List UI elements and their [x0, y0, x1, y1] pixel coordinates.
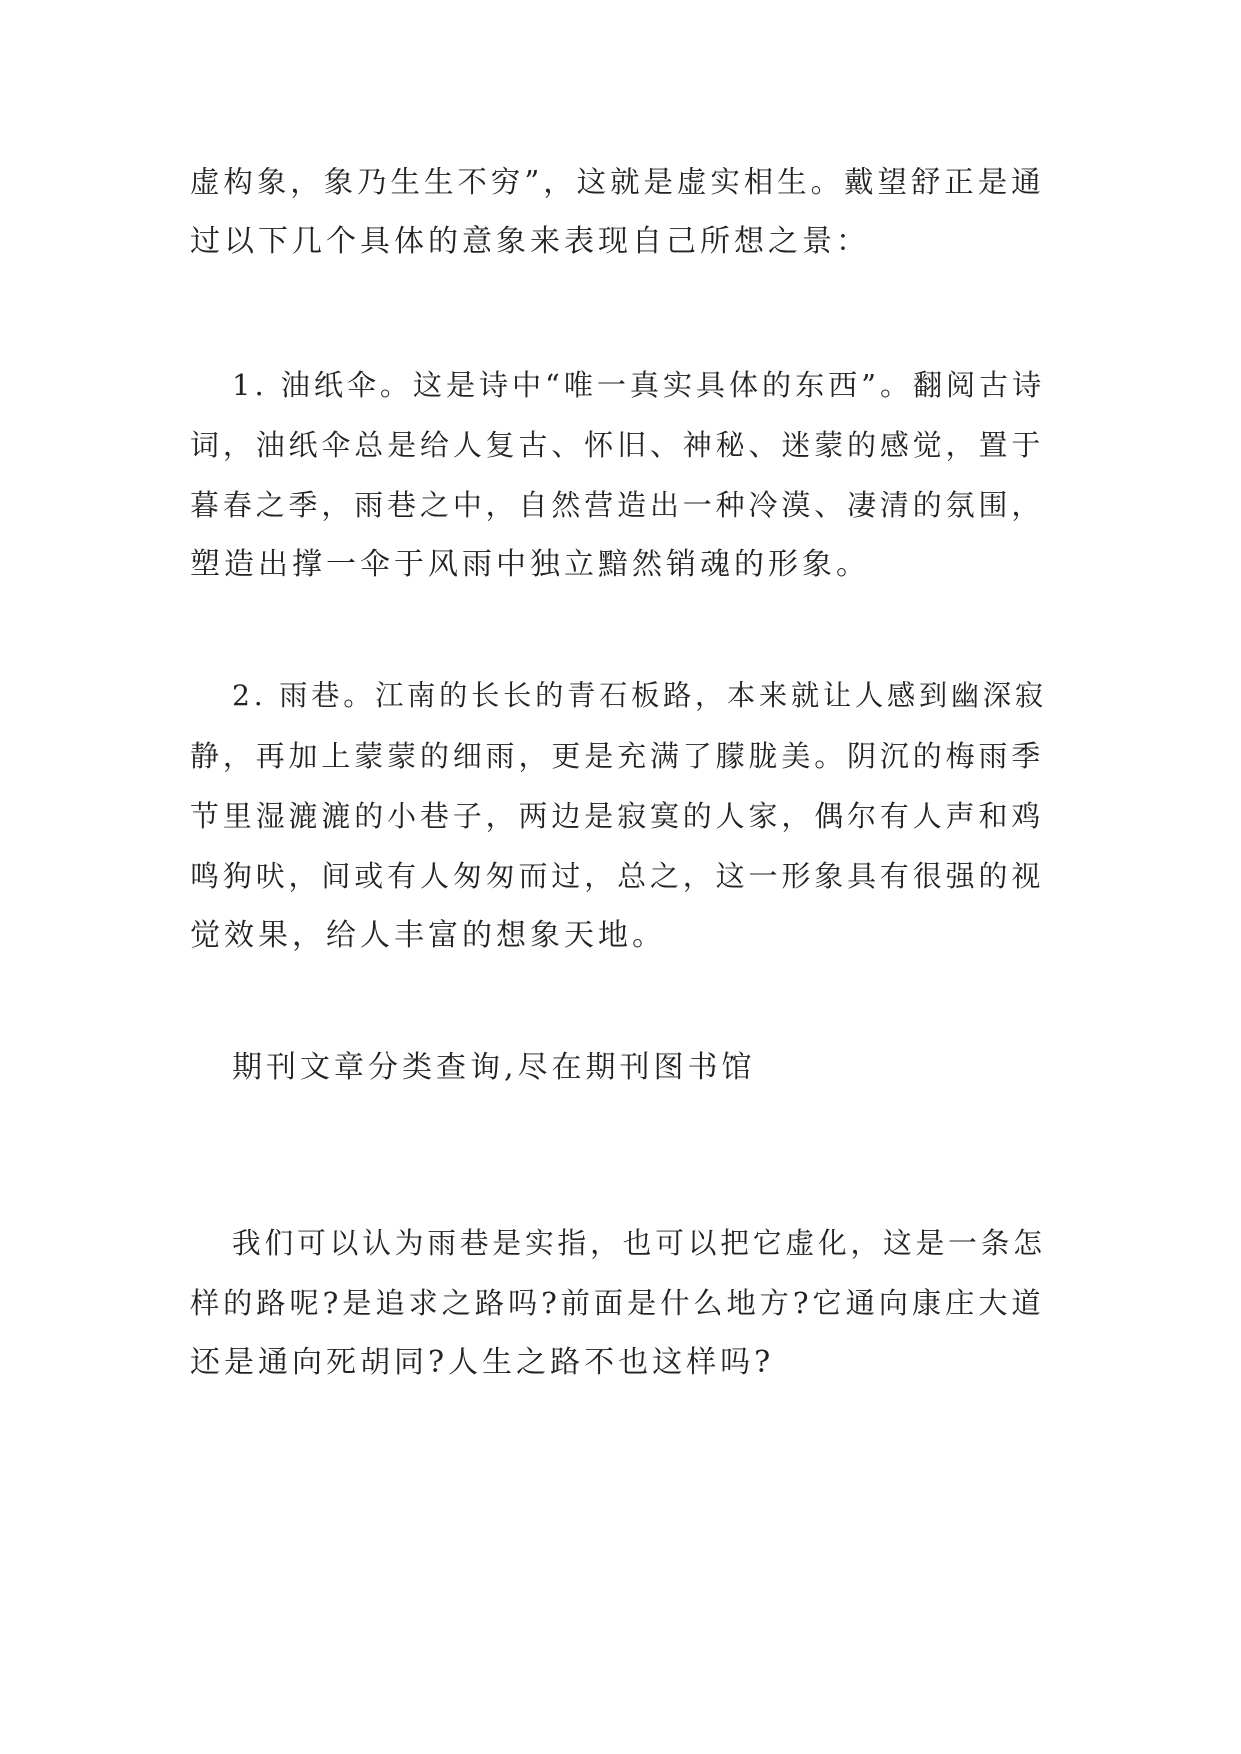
text-line: 我们可以认为雨巷是实指，也可以把它虚化，这是一条怎	[232, 1226, 1046, 1260]
text-line: 样的路呢?是追求之路吗?前面是什么地方?它通向康庄大道	[190, 1286, 1045, 1320]
text-line: 2. 雨巷。江南的长长的青石板路，本来就让人感到幽深寂	[232, 679, 1047, 712]
text-line: 觉效果，给人丰富的想象天地。	[190, 918, 666, 953]
paragraph-road-reflection	[190, 1213, 1052, 1393]
text-line: 节里湿漉漉的小巷子，两边是寂寞的人家，偶尔有人声和鸡	[190, 799, 1045, 833]
text-line: 词，油纸伞总是给人复古、怀旧、神秘、迷蒙的感觉，置于	[190, 428, 1045, 462]
paragraph-journal-notice	[190, 1038, 1052, 1098]
paragraph-rain-alley	[190, 666, 1052, 966]
text-line: 鸣狗吠，间或有人匆匆而过，总之，这一形象具有很强的视	[190, 859, 1045, 893]
text-line: 过以下几个具体的意象来表现自己所想之景：	[190, 224, 870, 259]
text-line: 暮春之季，雨巷之中，自然营造出一种冷漠、凄清的氛围，	[190, 488, 1045, 522]
text-line: 虚构象，象乃生生不穷”，这就是虚实相生。戴望舒正是通	[190, 165, 1045, 199]
text-line: 1. 油纸伞。这是诗中“唯一真实具体的东西”。翻阅古诗	[232, 368, 1046, 402]
text-line: 期刊文章分类查询,尽在期刊图书馆	[232, 1050, 756, 1085]
text-line: 还是通向死胡同?人生之路不也这样吗?	[190, 1345, 775, 1380]
text-line: 静，再加上蒙蒙的细雨，更是充满了朦胧美。阴沉的梅雨季	[190, 739, 1045, 773]
paragraph-oil-paper-umbrella	[190, 355, 1052, 595]
paragraph-intro-continuation	[190, 152, 1052, 272]
text-line: 塑造出撑一伞于风雨中独立黯然销魂的形象。	[190, 547, 870, 582]
